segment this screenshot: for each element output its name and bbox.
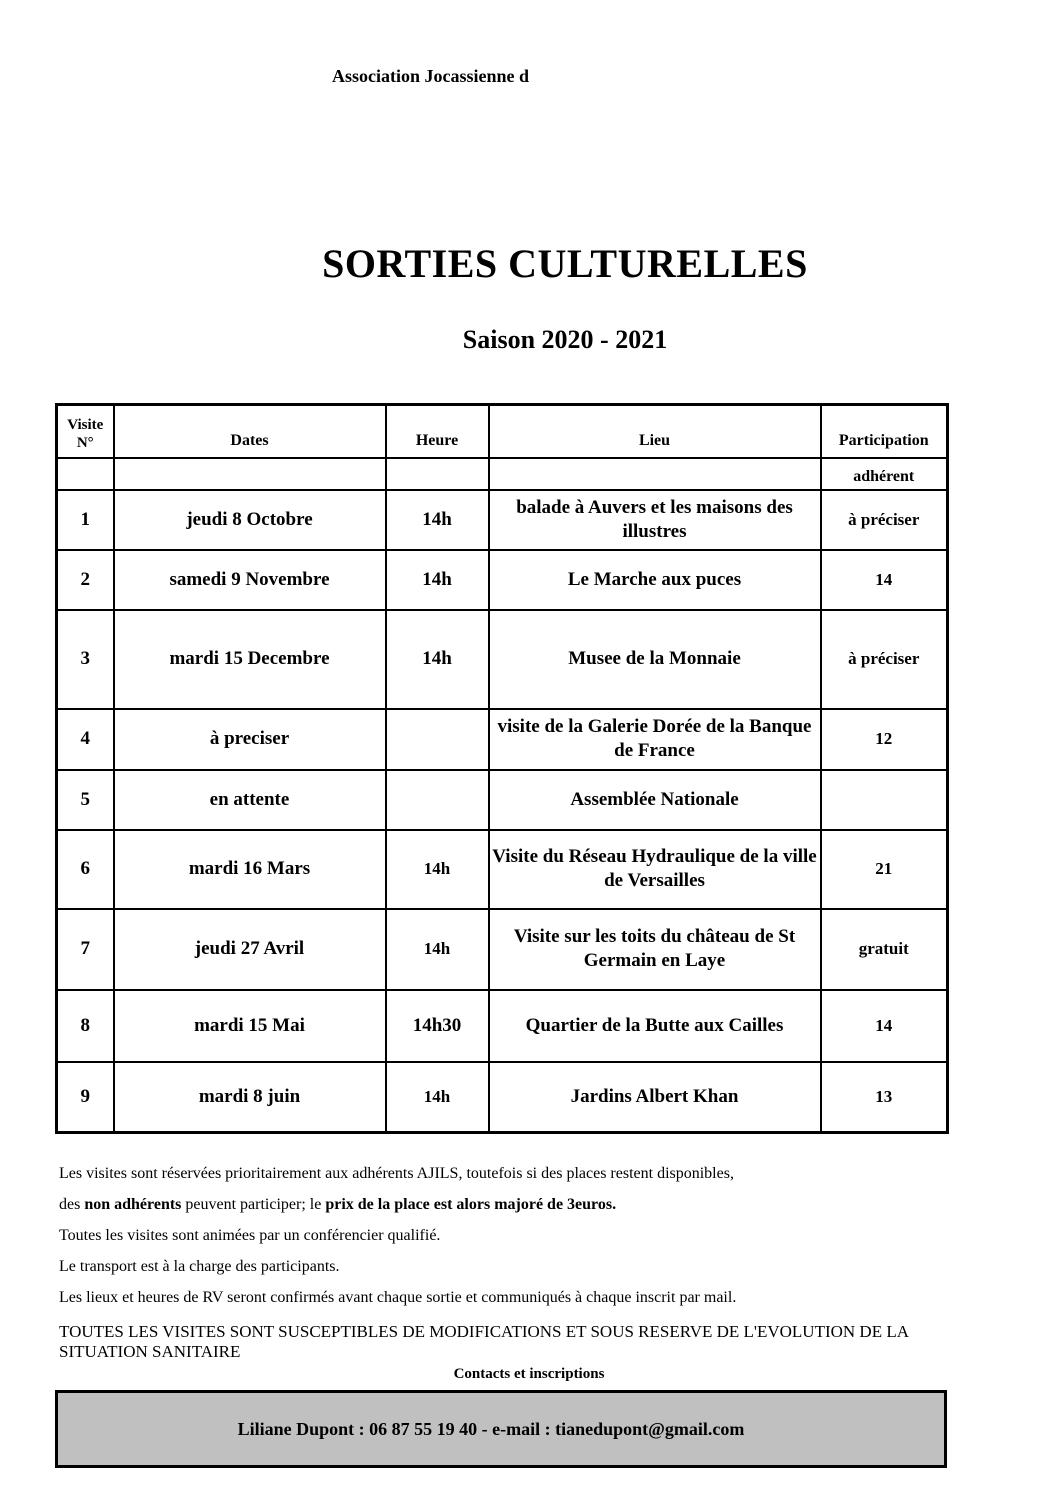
visit-place: visite de la Galerie Dorée de la Banque de France [489, 709, 821, 770]
visit-place: Assemblée Nationale [489, 770, 821, 830]
note-priority: Les visites sont réservées prioritairement aux adhérents AJILS, toutefois si des places restent disponibles, [59, 1165, 734, 1182]
visit-number: 5 [57, 770, 114, 830]
visit-price: gratuit [821, 909, 948, 990]
visit-price: 13 [821, 1062, 948, 1133]
subheader-empty [489, 458, 821, 490]
page-title: SORTIES CULTURELLES [322, 241, 808, 286]
note-meeting: Les lieux et heures de RV seront confirmés avant chaque sortie et communiqués à chaque inscrit par mail. [59, 1289, 737, 1306]
table-row [57, 770, 948, 830]
visit-number: 2 [57, 550, 114, 610]
visit-price [821, 770, 948, 830]
visit-date: à preciser [114, 709, 386, 770]
visit-number: 1 [57, 490, 114, 550]
header-participation: Participation [821, 405, 948, 458]
visit-time [386, 770, 489, 830]
header-participation-member: adhérent [821, 458, 948, 490]
table-row [57, 490, 948, 550]
visit-time [386, 709, 489, 770]
table-row [57, 830, 948, 909]
visit-date: mardi 15 Decembre [114, 610, 386, 709]
visit-number: 9 [57, 1062, 114, 1133]
visit-number: 6 [57, 830, 114, 909]
visit-price: 12 [821, 709, 948, 770]
header-time: Heure [386, 405, 489, 458]
note-emphasis: prix de la place est alors majoré de 3euros. [325, 1196, 617, 1213]
visit-date: mardi 16 Mars [114, 830, 386, 909]
visit-place: Musee de la Monnaie [489, 610, 821, 709]
visit-place: Jardins Albert Khan [489, 1062, 821, 1133]
visit-date: jeudi 8 Octobre [114, 490, 386, 550]
visit-place: Visite du Réseau Hydraulique de la ville de Versailles [489, 830, 821, 909]
note-non-members [59, 1189, 939, 1220]
visits-table [55, 403, 949, 1134]
subheader-empty [57, 458, 114, 490]
subheader-empty [114, 458, 386, 490]
visit-date: jeudi 27 Avril [114, 909, 386, 990]
visit-place: Quartier de la Butte aux Cailles [489, 990, 821, 1062]
table-row [57, 1062, 948, 1133]
note-transport: Le transport est à la charge des participants. [59, 1258, 340, 1275]
visit-time: 14h [386, 610, 489, 709]
visit-price: 21 [821, 830, 948, 909]
contact-details: Liliane Dupont : 06 87 55 19 40 - e-mail : tianedupont@gmail.com [237, 1418, 745, 1439]
visit-date: mardi 8 juin [114, 1062, 386, 1133]
visit-price: à préciser [821, 490, 948, 550]
table-subheader-row [57, 458, 948, 490]
note-text: peuvent participer; le [181, 1196, 326, 1213]
visit-time: 14h [386, 909, 489, 990]
subheader-empty [386, 458, 489, 490]
visit-number: 7 [57, 909, 114, 990]
visit-time: 14h [386, 490, 489, 550]
visit-price: 14 [821, 990, 948, 1062]
note-emphasis: non adhérents [84, 1196, 182, 1213]
note-lecturer: Toutes les visites sont animées par un conférencier qualifié. [59, 1227, 441, 1244]
visit-time: 14h [386, 830, 489, 909]
note-text: des [59, 1196, 85, 1213]
visit-number: 8 [57, 990, 114, 1062]
season-subtitle: Saison 2020 - 2021 [462, 325, 668, 354]
header-dates: Dates [114, 405, 386, 458]
table-row [57, 709, 948, 770]
visit-time: 14h [386, 1062, 489, 1133]
notes-section [59, 1158, 939, 1313]
table-row [57, 909, 948, 990]
contact-box [55, 1390, 947, 1468]
table-row [57, 550, 948, 610]
table-row [57, 990, 948, 1062]
contacts-title: Contacts et inscriptions [453, 1366, 605, 1382]
visit-date: samedi 9 Novembre [114, 550, 386, 610]
visit-number: 4 [57, 709, 114, 770]
visit-date: en attente [114, 770, 386, 830]
visit-place: Visite sur les toits du château de St Germain en Laye [489, 909, 821, 990]
visit-place: Le Marche aux puces [489, 550, 821, 610]
visit-price: à préciser [821, 610, 948, 709]
visit-date: mardi 15 Mai [114, 990, 386, 1062]
visit-number: 3 [57, 610, 114, 709]
table-row [57, 610, 948, 709]
sanitary-warning: TOUTES LES VISITES SONT SUSCEPTIBLES DE MODIFICATIONS ET SOUS RESERVE DE L'EVOLUTION DE LA SITUATION SANITAIRE [59, 1322, 909, 1361]
visit-price: 14 [821, 550, 948, 610]
visit-time: 14h [386, 550, 489, 610]
header-place: Lieu [489, 405, 821, 458]
visit-time: 14h30 [386, 990, 489, 1062]
table-header-row [57, 405, 948, 458]
header-visit-number: Visite N° [57, 405, 114, 458]
visit-place: balade à Auvers et les maisons des illustres [489, 490, 821, 550]
association-name: Association Jocassienne d [332, 66, 530, 86]
